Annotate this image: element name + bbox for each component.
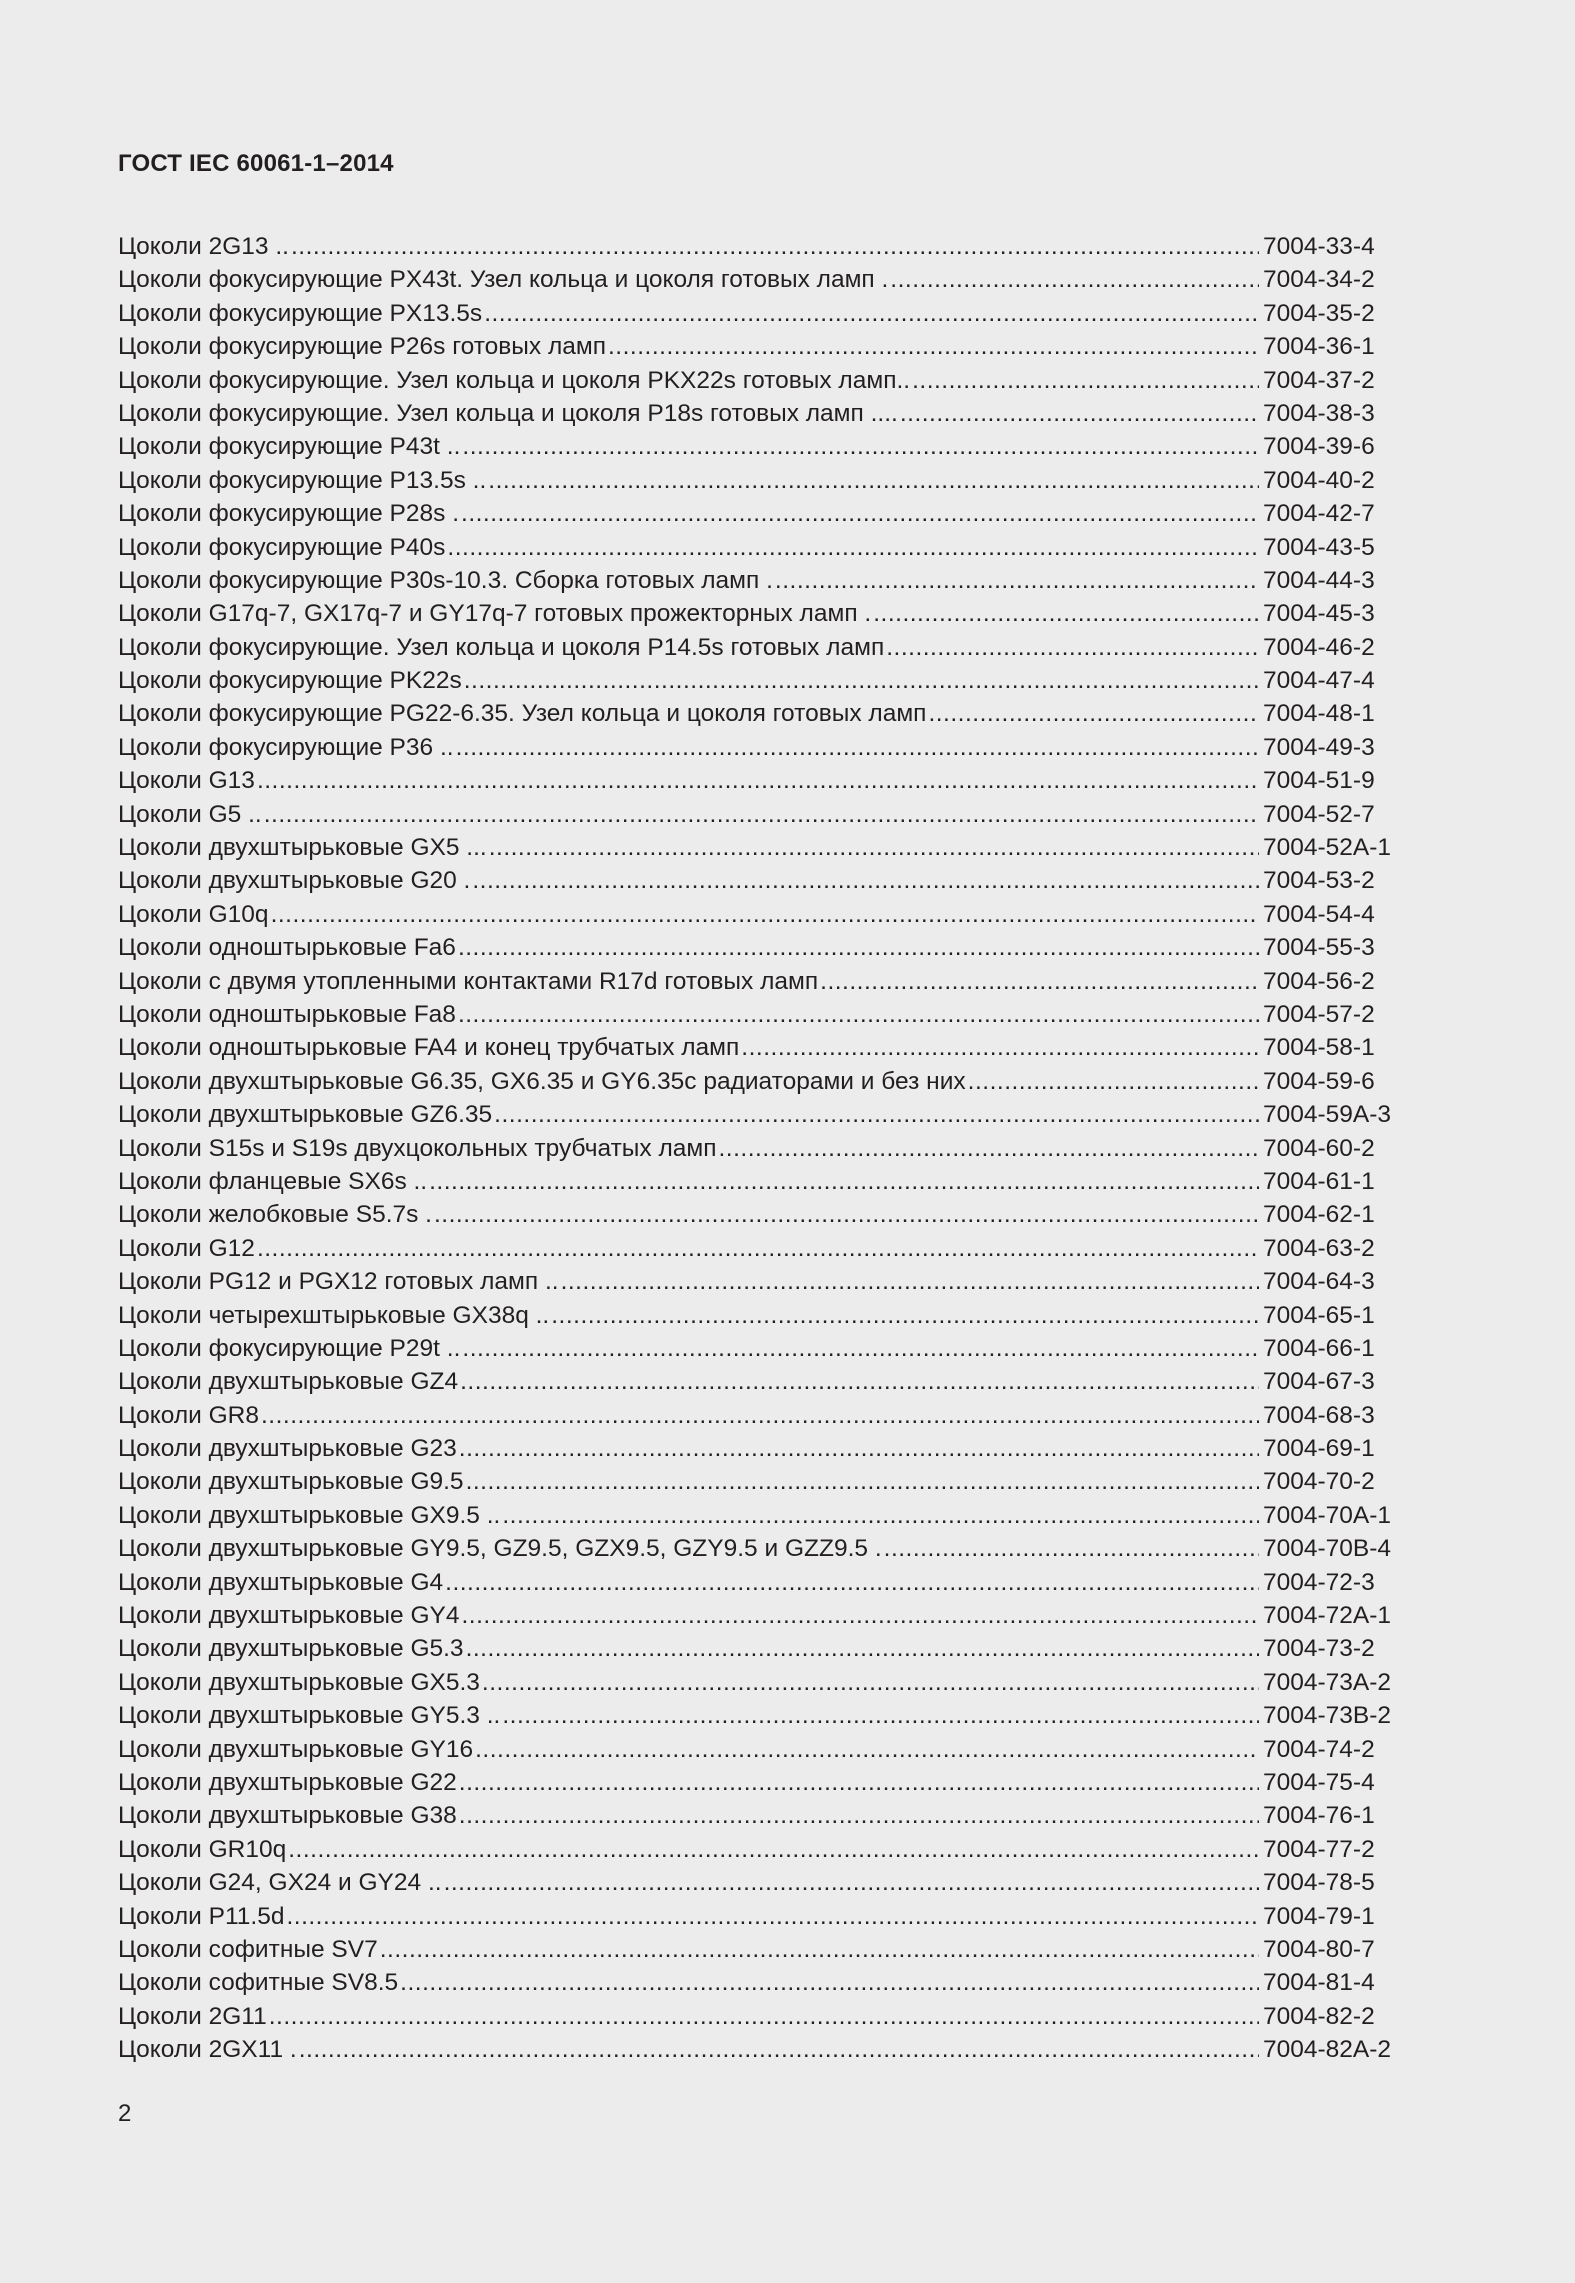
toc-entry-code: 7004-60-2 [1263,1134,1375,1162]
toc-entry-title: Цоколи двухштырьковые G22 [118,1768,457,1796]
toc-dot-leader [719,1132,1260,1165]
toc-entry-title: Цоколи двухштырьковые G38 [118,1802,457,1830]
toc-dot-leader [900,397,1259,430]
toc-entry [118,831,1405,864]
toc-entry-code: 7004-34-2 [1263,266,1375,294]
toc-entry-code: 7004-35-2 [1263,299,1375,327]
toc-entry [118,1733,1405,1766]
toc-entry [118,1666,1405,1699]
toc-dot-leader [456,731,1259,764]
toc-entry-title: Цоколи фокусирующие P26s готовых ламп [118,333,606,361]
toc-entry-code: 7004-54-4 [1263,900,1375,928]
toc-dot-leader [472,864,1259,897]
toc-entry [118,364,1405,397]
toc-entry-title: Цоколи фокусирующие P13.5s .. [118,466,487,494]
toc-dot-leader [494,1098,1259,1131]
toc-entry [118,1933,1405,1966]
toc-entry [118,798,1405,831]
toc-dot-leader [264,798,1259,831]
toc-dot-leader [928,697,1259,730]
toc-entry-code: 7004-53-2 [1263,867,1375,895]
toc-entry-title: Цоколи софитные SV8.5 [118,1969,399,1997]
toc-entry [118,1432,1405,1465]
toc-entry-code: 7004-73-2 [1263,1635,1375,1663]
toc-dot-leader [484,297,1259,330]
toc-entry-title: Цоколи фокусирующие. Узел кольца и цоколя PKX22s готовых ламп.. [118,366,911,394]
toc-dot-leader [429,1165,1259,1198]
toc-entry-code: 7004-44-3 [1263,566,1375,594]
toc-dot-leader [489,831,1259,864]
toc-entry-code: 7004-80-7 [1263,1935,1375,1963]
toc-dot-leader [291,230,1259,263]
toc-entry-code: 7004-73B-2 [1263,1702,1392,1730]
toc-dot-leader [400,1966,1259,1999]
toc-dot-leader [488,464,1259,497]
toc-entry-code: 7004-63-2 [1263,1234,1375,1262]
toc-dot-leader [459,1766,1259,1799]
toc-entry-title: Цоколи G13 [118,767,255,795]
toc-entry [118,1599,1405,1632]
toc-dot-leader [775,564,1259,597]
toc-entry-title: Цоколи двухштырьковые G6.35, GX6.35 и GY6.35с радиаторами и без них [118,1067,966,1095]
toc-dot-leader [873,597,1259,630]
page-number: 2 [118,2100,132,2127]
toc-dot-leader [447,531,1259,564]
toc-entry-title: Цоколи G24, GX24 и GY24 .. [118,1869,442,1897]
toc-entry-title: Цоколи PG12 и PGX12 готовых ламп .. [118,1268,559,1296]
toc-dot-leader [466,1465,1259,1498]
toc-entry-code: 7004-40-2 [1263,466,1375,494]
toc-entry-code: 7004-65-1 [1263,1301,1375,1329]
toc-entry [118,263,1405,296]
toc-dot-leader [968,1065,1259,1098]
toc-entry [118,1465,1405,1498]
toc-entry [118,1699,1405,1732]
toc-entry-title: Цоколи фокусирующие PK22s [118,667,462,695]
table-of-contents [118,230,1405,2066]
toc-dot-leader [464,664,1259,697]
toc-entry [118,1766,1405,1799]
toc-entry-title: Цоколи фокусирующие. Узел кольца и цоколя P14.5s готовых ламп [118,633,885,661]
toc-entry-code: 7004-52-7 [1263,800,1375,828]
toc-entry [118,597,1405,630]
toc-entry-title: Цоколи 2GX11 . [118,2036,297,2064]
toc-dot-leader [912,364,1259,397]
toc-entry-title: Цоколи фокусирующие P29t .. [118,1334,461,1362]
toc-entry-code: 7004-75-4 [1263,1768,1375,1796]
toc-entry-code: 7004-70-2 [1263,1468,1375,1496]
toc-entry-code: 7004-47-4 [1263,667,1375,695]
toc-entry [118,1632,1405,1665]
toc-dot-leader [460,1365,1259,1398]
toc-entry-title: Цоколи фокусирующие P28s . [118,500,460,528]
toc-entry-title: Цоколи фокусирующие PX43t. Узел кольца и цоколя готовых ламп . [118,266,889,294]
toc-entry [118,1900,1405,1933]
toc-entry-code: 7004-52A-1 [1263,834,1392,862]
toc-entry-title: Цоколи 2G11 [118,2002,267,2030]
toc-entry [118,330,1405,363]
toc-entry [118,430,1405,463]
toc-entry-code: 7004-77-2 [1263,1835,1375,1863]
toc-dot-leader [462,1332,1259,1365]
toc-entry-title: Цоколи одноштырьковые Fa8 [118,1000,456,1028]
toc-entry [118,631,1405,664]
toc-entry [118,764,1405,797]
toc-entry-code: 7004-62-1 [1263,1201,1375,1229]
toc-entry [118,1532,1405,1565]
toc-entry-title: Цоколи двухштырьковые GX9.5 .. [118,1501,501,1529]
toc-entry [118,230,1405,263]
toc-entry [118,564,1405,597]
toc-entry-title: Цоколи двухштырьковые GY9.5, GZ9.5, GZX9.5, GZY9.5 и GZZ9.5 . [118,1535,882,1563]
toc-entry-title: Цоколи фокусирующие PX13.5s [118,299,483,327]
toc-dot-leader [380,1933,1259,1966]
toc-entry [118,1799,1405,1832]
toc-dot-leader [461,497,1259,530]
document-header: ГОСТ IEC 60061-1–2014 [118,150,394,177]
toc-entry-title: Цоколи двухштырьковые G23 [118,1435,457,1463]
toc-entry-title: Цоколи двухштырьковые G4 [118,1568,444,1596]
toc-dot-leader [269,2000,1259,2033]
toc-dot-leader [459,1799,1259,1832]
toc-entry-title: Цоколи GR10q [118,1835,287,1863]
toc-entry [118,965,1405,998]
toc-entry [118,1065,1405,1098]
toc-entry-code: 7004-33-4 [1263,233,1375,260]
toc-entry-title: Цоколи одноштырьковые Fa6 [118,934,456,962]
toc-entry-title: Цоколи G10q [118,900,269,928]
toc-entry-title: Цоколи софитные SV7 [118,1935,378,1963]
toc-entry-title: Цоколи двухштырьковые GZ6.35 [118,1101,493,1129]
toc-entry-title: Цоколи 2G13 .. [118,233,289,260]
toc-entry-title: Цоколи G5 .. [118,800,262,828]
toc-entry [118,998,1405,1031]
toc-entry-title: Цоколи двухштырьковые GY4 [118,1602,460,1630]
toc-entry [118,1265,1405,1298]
toc-entry-title: Цоколи двухштырьковые GX5 ... [118,834,487,862]
toc-entry [118,497,1405,530]
toc-entry [118,1132,1405,1165]
toc-dot-leader [458,931,1259,964]
toc-entry [118,731,1405,764]
toc-entry [118,1866,1405,1899]
toc-dot-leader [286,1900,1259,1933]
toc-entry-code: 7004-56-2 [1263,967,1375,995]
toc-entry-title: Цоколи фокусирующие P30s-10.3. Сборка готовых ламп . [118,566,773,594]
toc-dot-leader [884,1532,1259,1565]
toc-dot-leader [257,764,1259,797]
toc-entry [118,1332,1405,1365]
toc-dot-leader [299,2033,1259,2066]
toc-entry-title: Цоколи G12 [118,1234,255,1262]
toc-entry-code: 7004-82A-2 [1263,2036,1392,2064]
toc-entry-code: 7004-38-3 [1263,399,1375,427]
toc-dot-leader [502,1699,1259,1732]
toc-dot-leader [459,1432,1259,1465]
toc-entry-title: Цоколи фокусирующие. Узел кольца и цоколя P18s готовых ламп .... [118,399,898,427]
toc-entry [118,1365,1405,1398]
toc-entry-code: 7004-46-2 [1263,633,1375,661]
toc-entry-code: 7004-58-1 [1263,1034,1375,1062]
toc-dot-leader [445,1566,1259,1599]
toc-entry-title: Цоколи с двумя утопленными контактами R17d готовых ламп [118,967,819,995]
toc-entry-title: Цоколи двухштырьковые GY5.3 .. [118,1702,501,1730]
toc-entry [118,397,1405,430]
toc-entry-title: Цоколи желобковые S5.7s . [118,1201,432,1229]
toc-entry [118,1833,1405,1866]
toc-entry-title: Цоколи S15s и S19s двухцокольных трубчатых ламп [118,1134,717,1162]
toc-entry [118,697,1405,730]
toc-dot-leader [288,1833,1259,1866]
toc-entry-title: Цоколи фланцевые SX6s .. [118,1167,428,1195]
toc-entry-code: 7004-59A-3 [1263,1101,1392,1129]
toc-entry-title: Цоколи фокусирующие P36 .. [118,733,454,761]
toc-entry-title: Цоколи двухштырьковые G9.5 [118,1468,464,1496]
toc-dot-leader [502,1499,1259,1532]
toc-entry [118,1232,1405,1265]
toc-entry [118,297,1405,330]
toc-entry-code: 7004-43-5 [1263,533,1375,561]
toc-entry-code: 7004-37-2 [1263,366,1375,394]
toc-entry-code: 7004-73A-2 [1263,1668,1392,1696]
toc-entry-code: 7004-69-1 [1263,1435,1375,1463]
toc-dot-leader [444,1866,1259,1899]
toc-dot-leader [462,430,1259,463]
toc-entry-code: 7004-49-3 [1263,733,1375,761]
toc-entry-code: 7004-68-3 [1263,1401,1375,1429]
toc-entry [118,1966,1405,1999]
toc-dot-leader [890,263,1259,296]
toc-entry-code: 7004-70A-1 [1263,1501,1392,1529]
toc-entry-title: Цоколи фокусирующие P43t .. [118,433,461,461]
toc-entry [118,1031,1405,1064]
toc-entry [118,2033,1405,2066]
toc-entry-code: 7004-45-3 [1263,600,1375,628]
toc-dot-leader [458,998,1259,1031]
toc-entry-title: Цоколи G17q-7, GX17q-7 и GY17q-7 готовых прожекторных ламп . [118,600,872,628]
toc-entry-code: 7004-66-1 [1263,1334,1375,1362]
toc-entry-title: Цоколи двухштырьковые G5.3 [118,1635,464,1663]
toc-entry [118,1098,1405,1131]
toc-entry-code: 7004-48-1 [1263,700,1375,728]
toc-entry-code: 7004-76-1 [1263,1802,1375,1830]
toc-entry [118,664,1405,697]
toc-entry-title: Цоколи двухштырьковые G20 . [118,867,471,895]
toc-entry-code: 7004-78-5 [1263,1869,1375,1897]
toc-entry-code: 7004-64-3 [1263,1268,1375,1296]
toc-entry [118,931,1405,964]
toc-entry-title: Цоколи GR8 [118,1401,259,1429]
toc-entry-title: Цоколи фокусирующие PG22-6.35. Узел кольца и цоколя готовых ламп [118,700,927,728]
toc-entry [118,1399,1405,1432]
toc-entry-code: 7004-51-9 [1263,767,1375,795]
toc-dot-leader [461,1599,1259,1632]
toc-dot-leader [466,1632,1259,1665]
toc-entry-code: 7004-55-3 [1263,934,1375,962]
toc-entry [118,531,1405,564]
toc-dot-leader [551,1299,1259,1332]
toc-entry-code: 7004-74-2 [1263,1735,1375,1763]
toc-entry [118,1566,1405,1599]
toc-entry-code: 7004-79-1 [1263,1902,1375,1930]
toc-entry [118,464,1405,497]
toc-entry-title: Цоколи P11.5d [118,1902,285,1930]
toc-entry-title: Цоколи фокусирующие P40s [118,533,446,561]
toc-entry-code: 7004-82-2 [1263,2002,1375,2030]
toc-entry-code: 7004-57-2 [1263,1000,1375,1028]
toc-entry-title: Цоколи двухштырьковые GY16 [118,1735,474,1763]
toc-entry [118,1299,1405,1332]
toc-dot-leader [434,1198,1259,1231]
toc-entry-title: Цоколи четырехштырьковые GX38q .. [118,1301,550,1329]
toc-entry [118,2000,1405,2033]
toc-dot-leader [608,330,1259,363]
toc-dot-leader [886,631,1259,664]
toc-entry [118,864,1405,897]
toc-dot-leader [261,1399,1259,1432]
toc-entry-code: 7004-39-6 [1263,433,1375,461]
toc-dot-leader [482,1666,1259,1699]
toc-entry-code: 7004-72-3 [1263,1568,1375,1596]
toc-dot-leader [475,1733,1259,1766]
toc-entry-title: Цоколи одноштырьковые FA4 и конец трубчатых ламп [118,1034,740,1062]
toc-entry-code: 7004-61-1 [1263,1167,1375,1195]
toc-entry [118,898,1405,931]
toc-dot-leader [741,1031,1259,1064]
toc-entry [118,1499,1405,1532]
toc-entry-code: 7004-70B-4 [1263,1535,1392,1563]
toc-dot-leader [257,1232,1259,1265]
toc-entry [118,1198,1405,1231]
toc-entry-code: 7004-72A-1 [1263,1602,1392,1630]
toc-entry-code: 7004-42-7 [1263,500,1375,528]
toc-entry-code: 7004-67-3 [1263,1368,1375,1396]
toc-entry-code: 7004-59-6 [1263,1067,1375,1095]
toc-dot-leader [271,898,1259,931]
toc-dot-leader [820,965,1259,998]
toc-entry-code: 7004-81-4 [1263,1969,1375,1997]
toc-entry [118,1165,1405,1198]
toc-entry-title: Цоколи двухштырьковые GZ4 [118,1368,459,1396]
toc-entry-title: Цоколи двухштырьковые GX5.3 [118,1668,480,1696]
toc-entry-code: 7004-36-1 [1263,333,1375,361]
toc-dot-leader [561,1265,1259,1298]
